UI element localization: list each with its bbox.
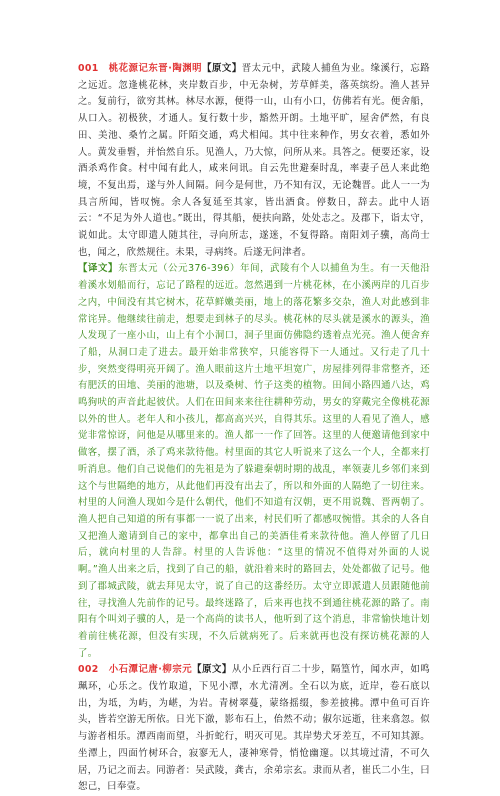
translation-paragraph [78,261,430,662]
section-heading: 002 小石潭记唐·柳宗元 [78,664,193,676]
document-page [78,61,430,796]
original-text: 从小丘西行百二十步，隔篁竹，闻水声，如鸣珮环，心乐之。伐竹取道，下见小潭，水尤清冽。全石以为底，近岸，卷石底以出，为坻，为屿，为嵁，为岩。青树翠蔓，蒙络摇缀，参差披拂。潭中鱼可百许头，皆若空游无所依。日光下澈，影布石上，佁然不动；俶尔远逝，往来翕忽。似与游者相乐。潭西南而望，斗折蛇行，明灭可见。其岸势犬牙差互，不可知其源。坐潭上，四面竹树环合，寂寥无人，凄神寒骨，悄怆幽邃。以其境过清，不可久居，乃记之而去。同游者：吴武陵，龚古，余弟宗玄。隶而从者，崔氏二小生，曰恕己，曰奉壹。 [78,664,430,793]
translation-text: 东晋太元（公元376-396）年间，武陵有个人以捕鱼为生。有一天他沿着溪水划船而行，忘记了路程的远近。忽然遇到一片桃花林，在小溪两岸的几百步之内，中间没有其它树木，花草鲜嫩美丽，地上的落花繁多交杂，渔人对此感到非常诧异。他继续往前走，想要走到林子的尽头。桃花林的尽头就是溪水的源头，渔人发现了一座小山，山上有个小洞口，洞子里面仿佛隐约透着点光亮。渔人便舍弃了船，从洞口走了进去。最开始非常狭窄，只能容得下一人通过。又行走了几十步，突然变得明亮开阔了。渔人眼前这片土地平坦宽广，房屋排列得非常整齐，还有肥沃的田地、美丽的池塘，以及桑树、竹子这类的植物。田间小路四通八达，鸡鸣狗吠的声音此起彼伏。人们在田间来来往往耕种劳动，男女的穿戴完全像桃花源以外的世人。老年人和小孩儿，都高高兴兴，自得其乐。这里的人看见了渔人，感觉非常惊讶，问他是从哪里来的。渔人都一一作了回答。这里的人便邀请他到家中做客，摆了酒，杀了鸡来款待他。村里面的其它人听说来了这么一个人，全都来打听消息。他们自己说他们的先祖是为了躲避秦朝时期的战乱，率领妻儿乡邻们来到这个与世隔绝的地方，从此他们再没有出去了，所以和外面的人隔绝了一切往来。村里的人问渔人现如今是什么朝代，他们不知道有汉朝，更不用说魏、晋两朝了。渔人把自己知道的所有事都一一说了出来，村民们听了都感叹惋惜。其余的人各自又把渔人邀请到自己的家中，都拿出自己的美酒佳肴来款待他。渔人停留了几日后，就向村里的人告辞。村里的人告诉他：“这里的情况不值得对外面的人说啊。”渔人出来之后，找到了自己的船，就沿着来时的路回去，处处都做了记号。他到了郡城武陵，就去拜见太守，说了自己的这番经历。太守立即派遣人员跟随他前往，寻找渔人先前作的记号。最终迷路了，后来再也找不到通往桃花源的路了。南阳有个叫刘子骥的人，是一个高尚的读书人，他听到了这个消息，非常愉快地计划着前往桃花源，但没有实现，不久后就病死了。后来就再也没有探访桃花源的人了。 [78,263,431,659]
section-xiaoshitan [78,662,430,796]
translation-tag: 【译文】 [78,263,119,275]
original-text-tag: 【原文】 [202,63,242,74]
original-text: 晋太元中，武陵人捕鱼为业。缘溪行，忘路之远近。忽逢桃花林，夹岸数百步，中无杂树，芳草鲜美，落英缤纷。渔人甚异之。复前行，欲穷其林。林尽水源，便得一山，山有小口，仿佛若有光。便舍船，从口入。初极狭，才通人。复行数十步，豁然开朗。土地平旷，屋舍俨然，有良田、美池、桑竹之属。阡陌交通，鸡犬相闻。其中往来种作，男女衣着，悉如外人。黄发垂髫，并怡然自乐。见渔人，乃大惊，问所从来。具答之。便要还家，设酒杀鸡作食。村中闻有此人，咸来问讯。自云先世避秦时乱，率妻子邑人来此绝境，不复出焉，遂与外人间隔。问今是何世，乃不知有汉，无论魏晋。此人一一为具言所闻，皆叹惋。余人各复延至其家，皆出酒食。停数日，辞去。此中人语云：“不足为外人道也。”既出，得其船，便扶向路，处处志之。及郡下，诣太守，说如此。太守即遣人随其往，寻向所志，遂迷，不复得路。南阳刘子骥，高尚士也，闻之，欣然规往。未果，寻病终。后遂无问津者。 [78,63,430,258]
section-taohuayuan [78,61,430,261]
original-text-tag: 【原文】 [192,664,232,676]
section-heading: 001 桃花源记东晋·陶渊明 [78,63,203,74]
